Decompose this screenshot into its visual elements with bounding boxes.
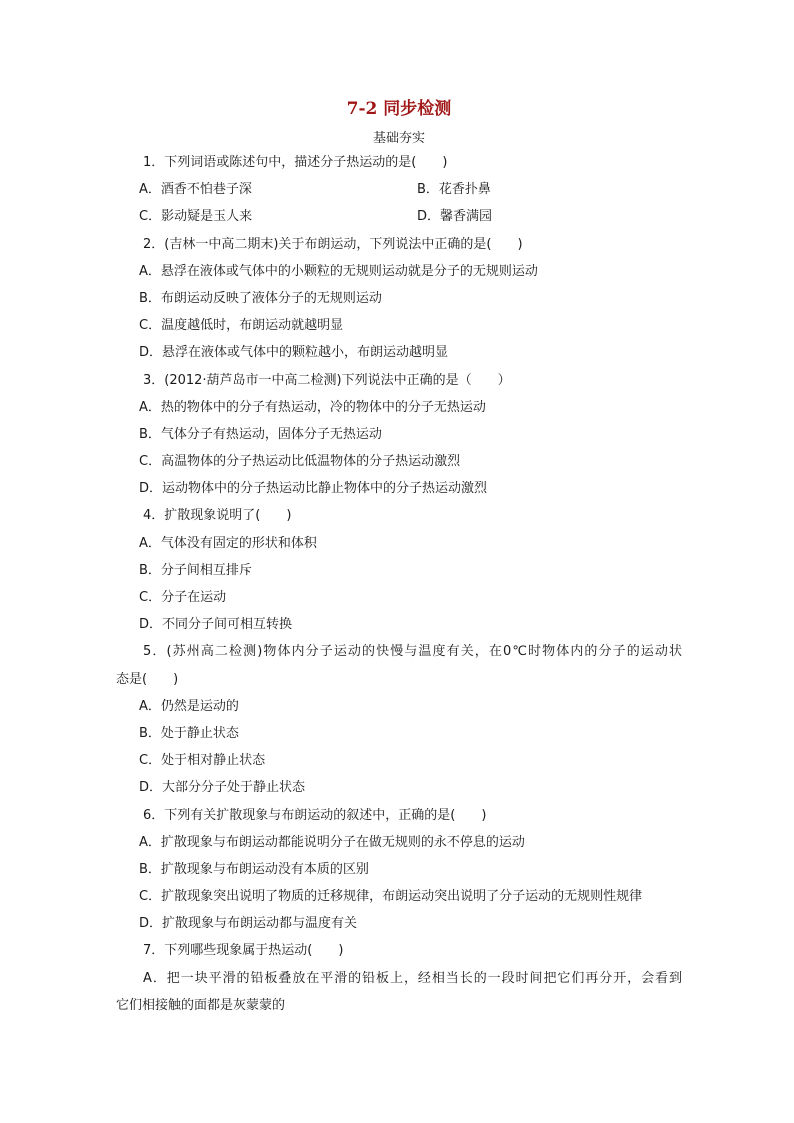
question-2-option-d: D．悬浮在液体或气体中的颗粒越小，布朗运动越明显 [139, 345, 449, 361]
question-4-option-a: A．气体没有固定的形状和体积 [139, 535, 317, 551]
question-3-option-b: B．气体分子有热运动，固体分子无热运动 [139, 426, 382, 442]
question-2-option-c: C．温度越低时，布朗运动就越明显 [139, 318, 344, 334]
question-6-stem: 6．下列有关扩散现象与布朗运动的叙述中，正确的是( ) [143, 807, 487, 823]
question-5-option-d: D．大部分分子处于静止状态 [139, 780, 306, 796]
question-1-options-row-1 [116, 181, 682, 199]
question-3-option-a: A．热的物体中的分子有热运动，冷的物体中的分子无热运动 [139, 399, 486, 415]
question-3-stem: 3．(2012·葫芦岛市一中高二检测)下列说法中正确的是（ ） [143, 372, 511, 388]
question-1-options-row-2 [116, 208, 682, 226]
question-4-stem: 4．扩散现象说明了( ) [143, 508, 292, 524]
question-7-option-a-line-2: 它们相接触的面都是灰蒙蒙的 [116, 997, 286, 1013]
question-5-stem-line-1: 5．(苏州高二检测)物体内分子运动的快慢与温度有关，在0℃时物体内的分子的运动状 [143, 644, 682, 660]
question-4-option-d: D．不同分子间可相互转换 [139, 617, 293, 633]
question-1-option-d: D．馨香满园 [417, 209, 493, 225]
question-7-stem: 7．下列哪些现象属于热运动( ) [143, 943, 344, 959]
document-title: 7-2 同步检测 [346, 99, 452, 119]
question-2-stem: 2．(吉林一中高二期末)关于布朗运动，下列说法中正确的是( ) [143, 236, 523, 252]
document-page [116, 96, 682, 1024]
question-6-option-b: B．扩散现象与布朗运动没有本质的区别 [139, 861, 369, 877]
question-1-stem: 1．下列词语或陈述句中，描述分子热运动的是( ) [143, 155, 448, 170]
question-1-option-c: C．影动疑是玉人来 [139, 209, 253, 225]
question-5-option-a: A．仍然是运动的 [139, 698, 239, 714]
question-5-option-b: B．处于静止状态 [139, 725, 239, 741]
question-3-option-c: C．高温物体的分子热运动比低温物体的分子热运动激烈 [139, 454, 461, 470]
question-6-option-c: C．扩散现象突出说明了物质的迁移规律，布朗运动突出说明了分子运动的无规则性规律 [139, 889, 643, 905]
section-heading: 基础夯实 [372, 131, 425, 146]
question-3-option-d: D．运动物体中的分子热运动比静止物体中的分子热运动激烈 [139, 481, 488, 497]
question-4-option-b: B．分子间相互排斥 [139, 562, 252, 578]
question-5-stem-line-2: 态是( ) [116, 671, 179, 687]
question-2-option-b: B．布朗运动反映了液体分子的无规则运动 [139, 290, 382, 306]
question-1-option-b: B．花香扑鼻 [417, 182, 491, 198]
question-1-option-a: A．酒香不怕巷子深 [139, 182, 252, 198]
question-7-option-a-line-1: A．把一块平滑的铅板叠放在平滑的铅板上，经相当长的一段时间把它们再分开，会看到 [143, 970, 682, 986]
question-6-option-a: A．扩散现象与布朗运动都能说明分子在做无规则的永不停息的运动 [139, 834, 525, 850]
question-2-option-a: A．悬浮在液体或气体中的小颗粒的无规则运动就是分子的无规则运动 [139, 263, 538, 279]
question-4-option-c: C．分子在运动 [139, 590, 227, 605]
question-5-option-c: C．处于相对静止状态 [139, 753, 266, 769]
question-6-option-d: D．扩散现象与布朗运动都与温度有关 [139, 916, 358, 932]
